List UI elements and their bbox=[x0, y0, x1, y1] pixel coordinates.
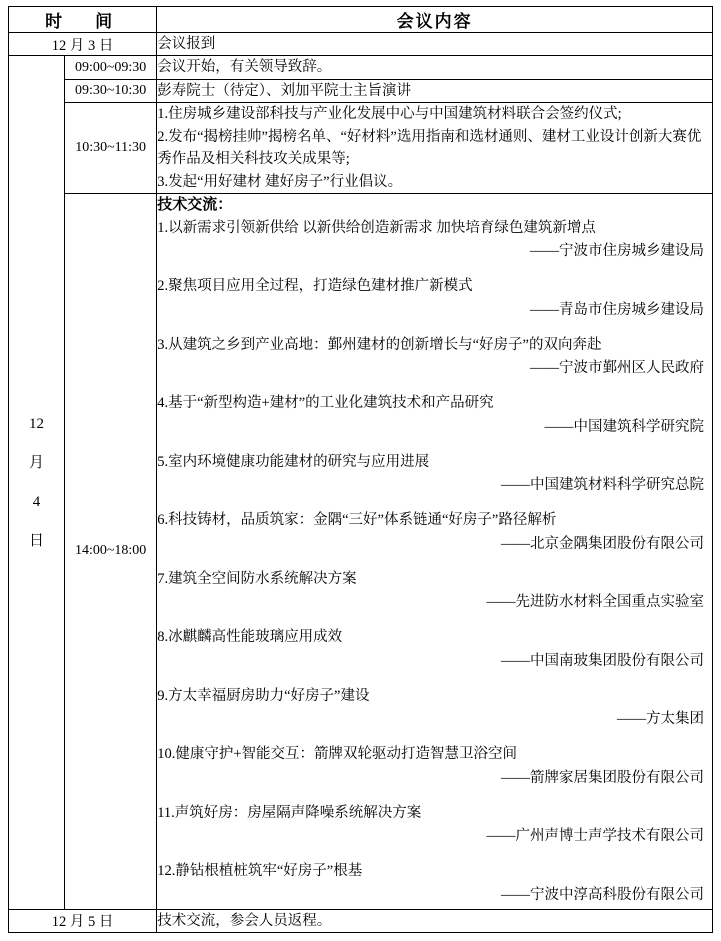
list-item: 9.方太幸福厨房助力“好房子”建设 bbox=[157, 687, 370, 704]
list-item: 11.声筑好房：房屋隔声降噪系统解决方案 bbox=[157, 804, 422, 821]
time-cell: 09:30~10:30 bbox=[65, 79, 157, 102]
list-item: 4.基于“新型构造+建材”的工业化建筑技术和产品研究 bbox=[157, 395, 494, 412]
content-line: 彭寿院士（待定）、刘加平院士主旨演讲 bbox=[157, 82, 411, 99]
time-cell: 09:00~09:30 bbox=[65, 56, 157, 79]
content-cell bbox=[157, 56, 713, 79]
content-cell-dec5 bbox=[157, 909, 713, 932]
list-item-org: ——中国南玻集团股份有限公司 bbox=[501, 652, 704, 669]
table-header-row bbox=[9, 7, 713, 33]
list-item-org: ——中国建筑科学研究院 bbox=[544, 418, 704, 435]
list-item-org: ——北京金隅集团股份有限公司 bbox=[501, 535, 704, 552]
date-cell-dec5: 12 月 5 日 bbox=[9, 909, 157, 932]
content-line: 1.住房城乡建设部科技与产业化发展中心与中国建筑材料联合会签约仪式; bbox=[157, 106, 622, 123]
header-content: 会议内容 bbox=[157, 7, 713, 33]
content-line: 会议开始，有关领导致辞。 bbox=[157, 59, 332, 76]
agenda-table bbox=[8, 6, 713, 933]
table-row bbox=[9, 194, 713, 909]
table-row bbox=[9, 909, 713, 932]
list-item-org: ——方太集团 bbox=[617, 711, 704, 728]
time-cell: 10:30~11:30 bbox=[65, 103, 157, 194]
date-cell-dec4 bbox=[9, 56, 65, 909]
list-item: 2.聚焦项目应用全过程，打造绿色建材推广新模式 bbox=[157, 278, 473, 295]
content-line: 会议报到 bbox=[157, 36, 216, 52]
table-row bbox=[9, 103, 713, 194]
list-item: 3.从建筑之乡到产业高地：鄞州建材的创新增长与“好房子”的双向奔赴 bbox=[157, 336, 602, 353]
content-cell bbox=[157, 79, 713, 102]
table-row bbox=[9, 56, 713, 79]
header-time: 时 间 bbox=[9, 7, 157, 33]
list-item-org: ——青岛市住房城乡建设局 bbox=[530, 301, 704, 318]
content-cell-dec3 bbox=[157, 33, 713, 56]
table-row bbox=[9, 33, 713, 56]
list-item-org: ——箭牌家居集团股份有限公司 bbox=[501, 769, 704, 786]
date-cell-dec3: 12 月 3 日 bbox=[9, 33, 157, 56]
table-row bbox=[9, 79, 713, 102]
list-item-org: ——宁波市住房城乡建设局 bbox=[530, 243, 704, 260]
list-item: 12.静钻根植桩筑牢“好房子”根基 bbox=[157, 863, 363, 880]
list-item: 10.健康守护+智能交互：箭牌双轮驱动打造智慧卫浴空间 bbox=[157, 746, 518, 763]
time-cell: 14:00~18:00 bbox=[65, 194, 157, 909]
list-item: 8.冰麒麟高性能玻璃应用成效 bbox=[157, 629, 343, 646]
list-item-org: ——广州声博士声学技术有限公司 bbox=[486, 828, 704, 845]
section-title: 技术交流： bbox=[157, 197, 233, 214]
date-char: 日 bbox=[29, 532, 45, 549]
date-char: 月 bbox=[29, 454, 45, 471]
list-item-org: ——中国建筑材料科学研究总院 bbox=[501, 477, 704, 494]
date-char: 12 bbox=[29, 415, 45, 432]
list-item: 5.室内环境健康功能建材的研究与应用进展 bbox=[157, 453, 430, 470]
list-item: 1.以新需求引领新供给 以新供给创造新需求 加快培育绿色建筑新增点 bbox=[157, 219, 596, 236]
list-item-org: ——先进防水材料全国重点实验室 bbox=[486, 594, 704, 611]
list-item: 7.建筑全空间防水系统解决方案 bbox=[157, 570, 357, 587]
list-item: 6.科技铸材，品质筑家：金隅“三好”体系链通“好房子”路径解析 bbox=[157, 512, 557, 529]
content-line: 技术交流，参会人员返程。 bbox=[157, 912, 332, 929]
content-cell-technical-exchange bbox=[157, 194, 713, 909]
list-item-org: ——宁波市鄞州区人民政府 bbox=[530, 360, 704, 377]
technical-topic-list bbox=[157, 218, 712, 907]
list-item-org: ——宁波中淳高科股份有限公司 bbox=[501, 886, 704, 903]
date-char: 4 bbox=[32, 493, 41, 510]
content-line: 2.发布“揭榜挂帅”揭榜名单、“好材料”选用指南和选材通则、建材工业设计创新大赛优秀作品及相关科技攻关成果等; bbox=[157, 128, 702, 168]
content-cell bbox=[157, 103, 713, 194]
content-line: 3.发起“用好建材 建好房子”行业倡议。 bbox=[157, 173, 403, 190]
